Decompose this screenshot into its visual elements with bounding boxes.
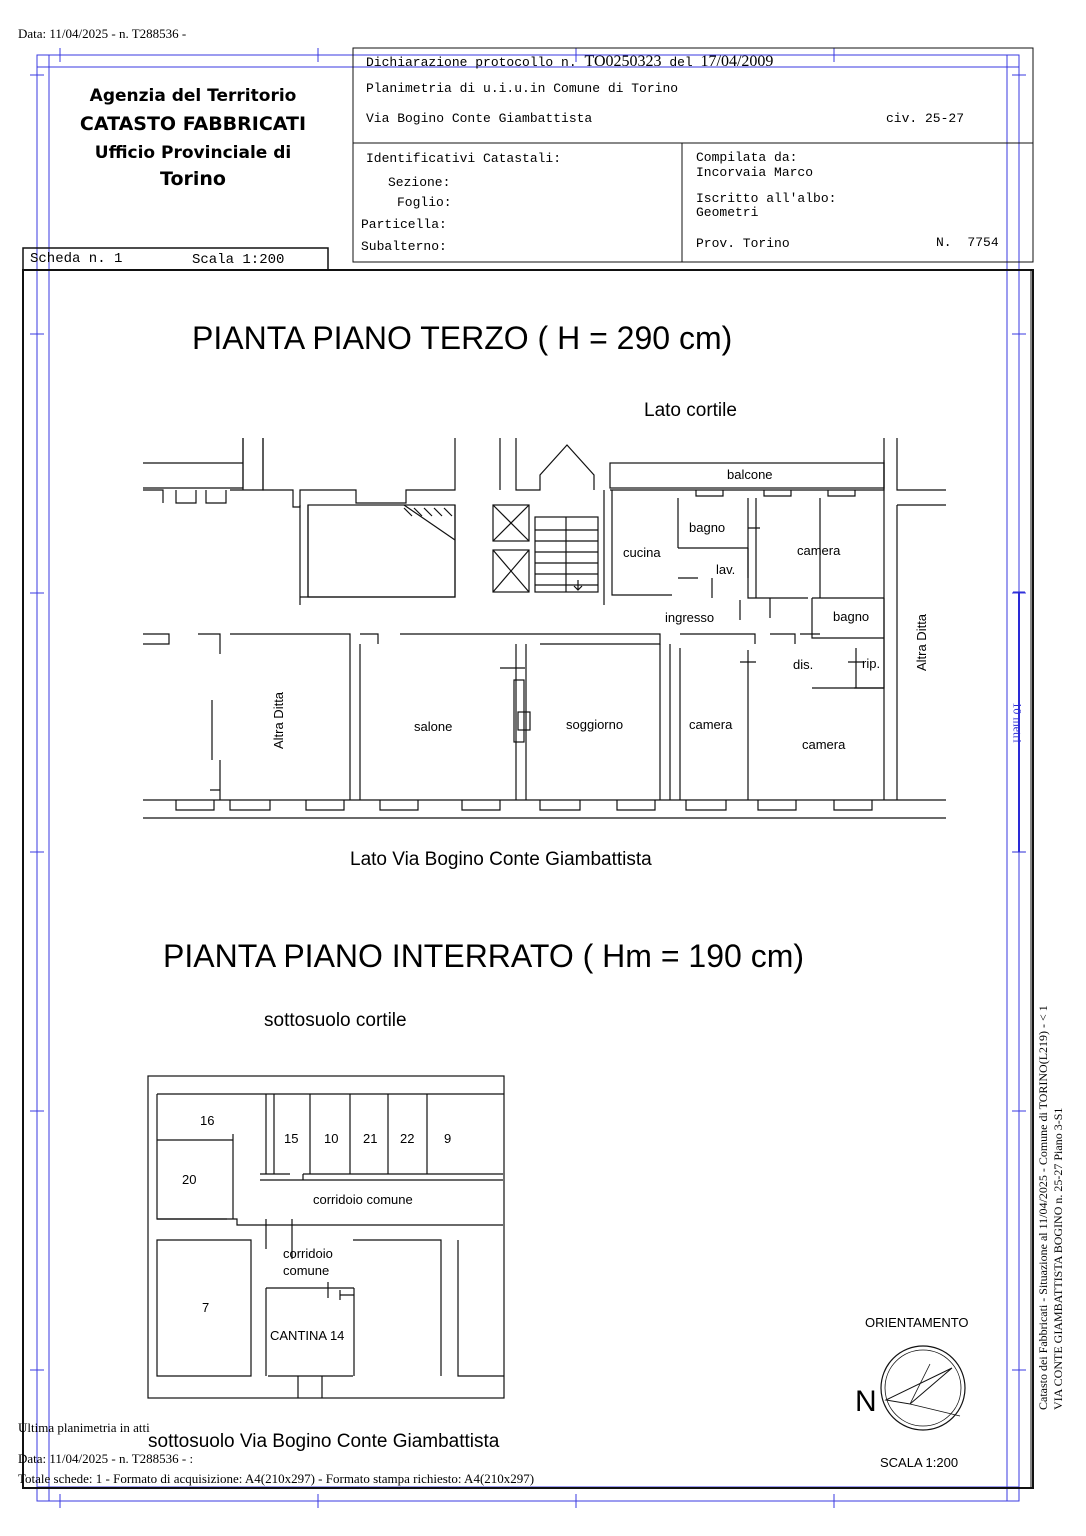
top-stamp: Data: 11/04/2025 - n. T288536 - xyxy=(18,26,187,41)
agency-city: Torino xyxy=(160,168,226,190)
agency-office: Ufficio Provinciale di xyxy=(94,143,292,163)
scheda-scale: Scala 1:200 xyxy=(192,252,285,268)
label-altra-ditta-right: Altra Ditta xyxy=(914,613,930,672)
room-corridoio-2a: corridoio xyxy=(283,1246,333,1261)
room-lav: lav. xyxy=(716,562,736,577)
compilata-name: Incorvaia Marco xyxy=(696,165,814,180)
declaration-label: Dichiarazione protocollo n. xyxy=(366,55,577,70)
north-label: N xyxy=(855,1385,877,1418)
register-number-label: N. xyxy=(936,235,952,250)
plan-third-title: PIANTA PIANO TERZO ( H = 290 cm) xyxy=(192,320,733,356)
room-soggiorno: soggiorno xyxy=(566,717,624,732)
albo-label: Iscritto all'albo: xyxy=(696,191,837,206)
plan-third-courtyard-side: Lato cortile xyxy=(644,400,737,421)
room-ingresso: ingresso xyxy=(665,610,715,625)
north-arrow-icon xyxy=(881,1346,965,1430)
planimetria-line: Planimetria di u.i.u.in Comune di Torino xyxy=(366,81,679,96)
room-camera-3: camera xyxy=(802,737,846,752)
plan-basement-courtyard-side: sottosuolo cortile xyxy=(264,1010,407,1031)
address-line: Via Bogino Conte Giambattista xyxy=(366,111,593,126)
side-note-line2: VIA CONTE GIAMBATTISTA BOGINO n. 25-27 Piano 3-S1 xyxy=(1051,1107,1065,1410)
cellar-20: 20 xyxy=(182,1172,197,1187)
ruler-label: 10 metri xyxy=(1010,702,1025,743)
compilata-label: Compilata da: xyxy=(696,150,798,165)
del-label: del xyxy=(669,55,693,70)
declaration-line xyxy=(366,53,773,71)
identificativi-title: Identificativi Catastali: xyxy=(366,151,562,166)
orientation-scale: SCALA 1:200 xyxy=(880,1455,959,1470)
cellar-9: 9 xyxy=(444,1131,452,1146)
cellar-21: 21 xyxy=(363,1131,378,1146)
room-rip: rip. xyxy=(862,656,881,671)
footer-date: Data: 11/04/2025 - n. T288536 - : xyxy=(18,1451,194,1466)
agency-catasto: CATASTO FABBRICATI xyxy=(79,113,307,135)
particella-label: Particella: xyxy=(361,217,447,232)
blue-frame xyxy=(30,48,1026,1508)
room-bagno-1: bagno xyxy=(689,520,726,535)
room-bagno-2: bagno xyxy=(833,609,870,624)
cellar-16: 16 xyxy=(200,1113,215,1128)
subalterno-label: Subalterno: xyxy=(361,239,447,254)
room-balcone: balcone xyxy=(727,467,773,482)
room-corridoio-2b: comune xyxy=(283,1263,330,1278)
civic-number: civ. 25-27 xyxy=(886,111,965,126)
orientation-label: ORIENTAMENTO xyxy=(865,1315,969,1330)
scheda-label: Scheda n. 1 xyxy=(30,251,123,267)
side-note-line1: Catasto dei Fabbricati - Situazione al 11/04/2025 - Comune di TORINO(L219) - < 1 xyxy=(1036,1005,1050,1410)
province: Prov. Torino xyxy=(696,236,790,251)
room-camera-1: camera xyxy=(797,543,841,558)
albo-value: Geometri xyxy=(696,205,759,220)
sezione-label: Sezione: xyxy=(388,175,451,190)
plan-basement-title: PIANTA PIANO INTERRATO ( Hm = 190 cm) xyxy=(163,938,804,974)
room-cucina: cucina xyxy=(623,545,661,560)
cellar-15: 15 xyxy=(284,1131,299,1146)
room-camera-2: camera xyxy=(689,717,733,732)
room-salone: salone xyxy=(414,719,453,734)
room-corridoio-comune: corridoio comune xyxy=(313,1192,413,1207)
footer-last-plan: Ultima planimetria in atti xyxy=(18,1420,150,1435)
cellar-7: 7 xyxy=(202,1300,210,1315)
register-number xyxy=(936,235,999,250)
plan-third-floor-walls xyxy=(143,438,946,818)
cellar-22: 22 xyxy=(400,1131,415,1146)
footer-totals: Totale schede: 1 - Formato di acquisizione: A4(210x297) - Formato stampa richiesto: A4(210x297) xyxy=(18,1471,535,1486)
protocol-number: TO0250323 xyxy=(584,53,662,70)
plan-basement-street-side: sottosuolo Via Bogino Conte Giambattista xyxy=(148,1431,500,1452)
form-boxes xyxy=(23,48,1033,1488)
cellar-cantina-14: CANTINA 14 xyxy=(270,1328,345,1343)
label-altra-ditta-left: Altra Ditta xyxy=(271,691,287,750)
cellar-10: 10 xyxy=(324,1131,339,1146)
declaration-date: 17/04/2009 xyxy=(700,53,774,70)
agency-name: Agenzia del Territorio xyxy=(89,86,297,106)
register-number-value: 7754 xyxy=(967,235,999,250)
room-dis: dis. xyxy=(793,657,814,672)
foglio-label: Foglio: xyxy=(397,195,452,210)
side-note xyxy=(1036,1005,1066,1410)
plan-third-street-side: Lato Via Bogino Conte Giambattista xyxy=(350,849,652,870)
